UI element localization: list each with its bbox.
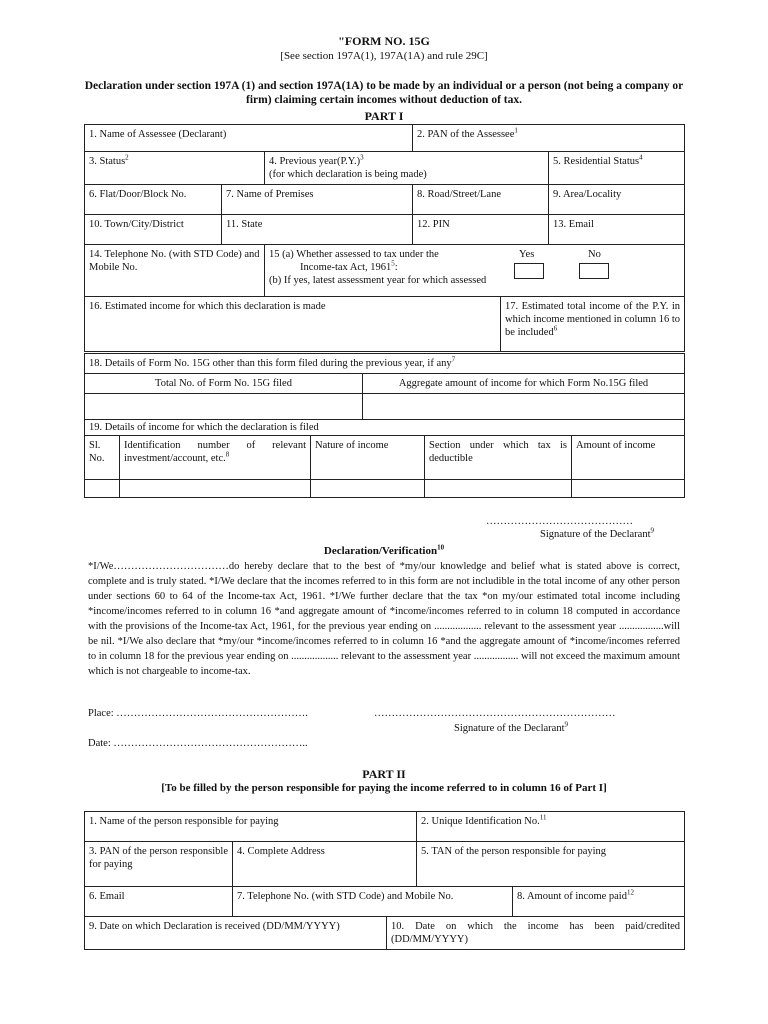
field-name-of-premises[interactable]	[222, 185, 413, 215]
input-nature-of-income[interactable]	[311, 480, 425, 498]
col-sl-no: Sl. No.	[85, 436, 120, 480]
q15b-line	[269, 274, 680, 287]
field-town-city-district[interactable]	[85, 215, 222, 245]
field-label: 9. Area/Locality	[553, 189, 622, 200]
field-label: 6. Email	[89, 891, 125, 902]
field-label: 16. Estimated income for which this declaration is made	[89, 301, 326, 312]
field-amount-paid[interactable]	[513, 887, 685, 917]
col-section-deductible: Section under which tax is deductible	[425, 436, 572, 480]
field-label: 7. Telephone No. (with STD Code) and Mobile No.	[237, 891, 454, 902]
signature-label	[540, 526, 654, 540]
field-label: 9. Date on which Declaration is received (DD/MM/YYYY)	[89, 921, 340, 932]
col-total-forms-filed: Total No. of Form No. 15G filed	[85, 374, 363, 394]
field-residential-status[interactable]	[549, 152, 685, 185]
field-pin[interactable]	[413, 215, 549, 245]
field-label: 17. Estimated total income of the P.Y. in which income mentioned in column 16 to be included	[505, 301, 681, 338]
input-identification-number[interactable]	[120, 480, 311, 498]
field-estimated-income[interactable]	[85, 297, 501, 352]
field-area-locality[interactable]	[549, 185, 685, 215]
verification-title-text: Declaration/Verification	[323, 545, 438, 557]
footnote-ref: 11	[539, 813, 547, 822]
field-assessed-to-tax	[265, 245, 685, 297]
q15a-line1	[269, 248, 680, 261]
no-checkbox[interactable]	[579, 263, 609, 279]
field-complete-address[interactable]	[233, 842, 417, 887]
field-state[interactable]	[222, 215, 413, 245]
date-field[interactable]: Date: ………………………………………………..	[88, 738, 308, 749]
footnote-ref: 6	[553, 324, 558, 333]
field-email[interactable]	[549, 215, 685, 245]
field-label: 1. Name of Assessee (Declarant)	[89, 129, 227, 140]
field-date-declaration-received[interactable]	[85, 917, 387, 950]
part2-title: PART II	[362, 767, 406, 781]
field-label: 15 (a) Whether assessed to tax under the	[269, 249, 439, 260]
field-pan-of-assessee[interactable]	[413, 125, 685, 152]
field-payer-email[interactable]	[85, 887, 233, 917]
field-form15g-details	[85, 354, 685, 374]
footnote-ref: 9	[564, 720, 568, 729]
verification-signature-dots: ……………………………………………………………	[374, 708, 616, 719]
form-title: "FORM NO. 15G	[338, 34, 430, 48]
field-telephone-mobile[interactable]	[85, 245, 265, 297]
yes-checkbox[interactable]	[514, 263, 544, 279]
field-label: 10. Town/City/District	[89, 219, 184, 230]
part2-subtitle: [To be filled by the person responsible for paying the income referred to in column 16 of Part I]	[161, 782, 607, 794]
input-amount-of-income[interactable]	[572, 480, 685, 498]
verification-body: *I/We……………………………do hereby declare that to the best of *my/our knowledge and belief what is stated above is correct, complete and is truly stated. *I/We declare that the incomes referred to in this form are not includible in the total income of any other person under sections 60 to 64 of the Income-tax Act, 1961. *I/We further declare that the tax *on my/our estimated total income including *income/incomes referred to in column 16 *and aggregate amount of *income/incomes referred to in column 18 computed in accordance with the provisions of the Income-tax Act, 1961, for the previous year ending on .................. relevant to the assessment year .................will be nil. *I/We also declare that *my/our *income/incomes referred to in column 16 *and the aggregate amount of *income/incomes referred to in column 18 for the previous year ending on .................. relevant to the assessment year ................. will not exceed the maximum amount which is not chargeable to income-tax.	[88, 561, 680, 677]
field-label: 5. Residential Status	[553, 156, 640, 167]
field-label: 8. Amount of income paid	[517, 891, 627, 902]
field-payer-name[interactable]	[85, 812, 417, 842]
field-label: 10. Date on which the income has been paid/credited (DD/MM/YYYY)	[391, 921, 681, 945]
input-sl-no[interactable]	[85, 480, 120, 498]
field-label: Income-tax Act, 1961	[300, 262, 392, 273]
input-total-forms-filed[interactable]	[85, 394, 363, 420]
field-label: 8. Road/Street/Lane	[417, 189, 502, 200]
field-date-income-paid[interactable]	[387, 917, 685, 950]
footnote-ref: 2	[125, 153, 129, 162]
footnote-ref: 5	[391, 259, 395, 268]
footnote-ref: 8	[225, 450, 230, 459]
input-aggregate-amount[interactable]	[363, 394, 685, 420]
field-sublabel: (for which declaration is being made)	[269, 169, 427, 180]
no-label: No	[588, 249, 601, 260]
field-previous-year[interactable]	[265, 152, 549, 185]
field-label-end: :	[394, 262, 398, 273]
field-payer-pan[interactable]	[85, 842, 233, 887]
signature-dots: ……………………………………	[486, 516, 633, 527]
footnote-ref: 4	[639, 153, 643, 162]
col-amount-of-income: Amount of income	[572, 436, 685, 480]
field-status[interactable]	[85, 152, 265, 185]
field-road-street-lane[interactable]	[413, 185, 549, 215]
field-label: 14. Telephone No. (with STD Code) and Mobile No.	[89, 249, 260, 273]
field-label: 2. Unique Identification No.	[421, 816, 540, 827]
field-unique-identification[interactable]	[417, 812, 685, 842]
part1-table	[84, 124, 685, 352]
part1-title: PART I	[364, 109, 404, 123]
field-label: Identification number of relevant investment/account, etc.	[124, 440, 306, 464]
signature-label-text: Signature of the Declarant	[540, 529, 651, 540]
field-label: 13. Email	[553, 219, 594, 230]
form-rule-reference: [See section 197A(1), 197A(1A) and rule 29C]	[280, 50, 488, 62]
footnote-ref: 3	[360, 153, 364, 162]
field-label: 6. Flat/Door/Block No.	[89, 189, 187, 200]
field-label: 3. Status	[89, 156, 126, 167]
part2-table	[84, 811, 685, 950]
signature-label-text: Signature of the Declarant	[454, 723, 565, 734]
footnote-ref: 9	[650, 526, 654, 535]
footnote-ref: 1	[514, 126, 518, 135]
field-name-of-assessee[interactable]	[85, 125, 413, 152]
declaration-heading-text: Declaration under section 197A (1) and section 197A(1A) to be made by an individual or a person (not being a company or firm) claiming certain incomes without deduction of tax.	[84, 80, 684, 106]
field-payer-telephone[interactable]	[233, 887, 513, 917]
verification-signature-label	[454, 720, 568, 734]
field-label: 4. Complete Address	[237, 846, 325, 857]
verification-title	[0, 545, 768, 557]
footnote-ref: 7	[451, 355, 456, 364]
field-income-details: 19. Details of income for which the declaration is filed	[85, 420, 685, 436]
field-label: (b) If yes, latest assessment year for which assessed	[269, 275, 487, 286]
yes-label: Yes	[519, 249, 535, 260]
place-field[interactable]: Place: ……………………………………………….	[88, 708, 308, 719]
field-label: 7. Name of Premises	[226, 189, 314, 200]
field-label: 4. Previous year(P.Y.)	[269, 156, 361, 167]
field-label: 2. PAN of the Assessee	[417, 129, 515, 140]
footnote-ref: 12	[626, 888, 634, 897]
col-aggregate-amount: Aggregate amount of income for which Form No.15G filed	[363, 374, 685, 394]
q15a-line2	[269, 261, 680, 274]
col-identification-number	[120, 436, 311, 480]
form15g-details-table	[84, 353, 685, 420]
declaration-heading	[0, 79, 768, 107]
input-section-deductible[interactable]	[425, 480, 572, 498]
field-payer-tan[interactable]	[417, 842, 685, 887]
footnote-ref: 10	[437, 543, 445, 552]
field-label: 18. Details of Form No. 15G other than this form filed during the previous year, if any	[89, 358, 452, 369]
field-label: 12. PIN	[417, 219, 450, 230]
field-label: 5. TAN of the person responsible for paying	[421, 846, 607, 857]
field-estimated-total-income[interactable]	[501, 297, 685, 352]
field-label: 11. State	[226, 219, 263, 230]
field-label: 3. PAN of the person responsible for paying	[89, 846, 228, 870]
col-nature-of-income: Nature of income	[311, 436, 425, 480]
field-label: 1. Name of the person responsible for paying	[89, 816, 279, 827]
income-details-table	[84, 419, 685, 498]
field-flat-door-block[interactable]	[85, 185, 222, 215]
